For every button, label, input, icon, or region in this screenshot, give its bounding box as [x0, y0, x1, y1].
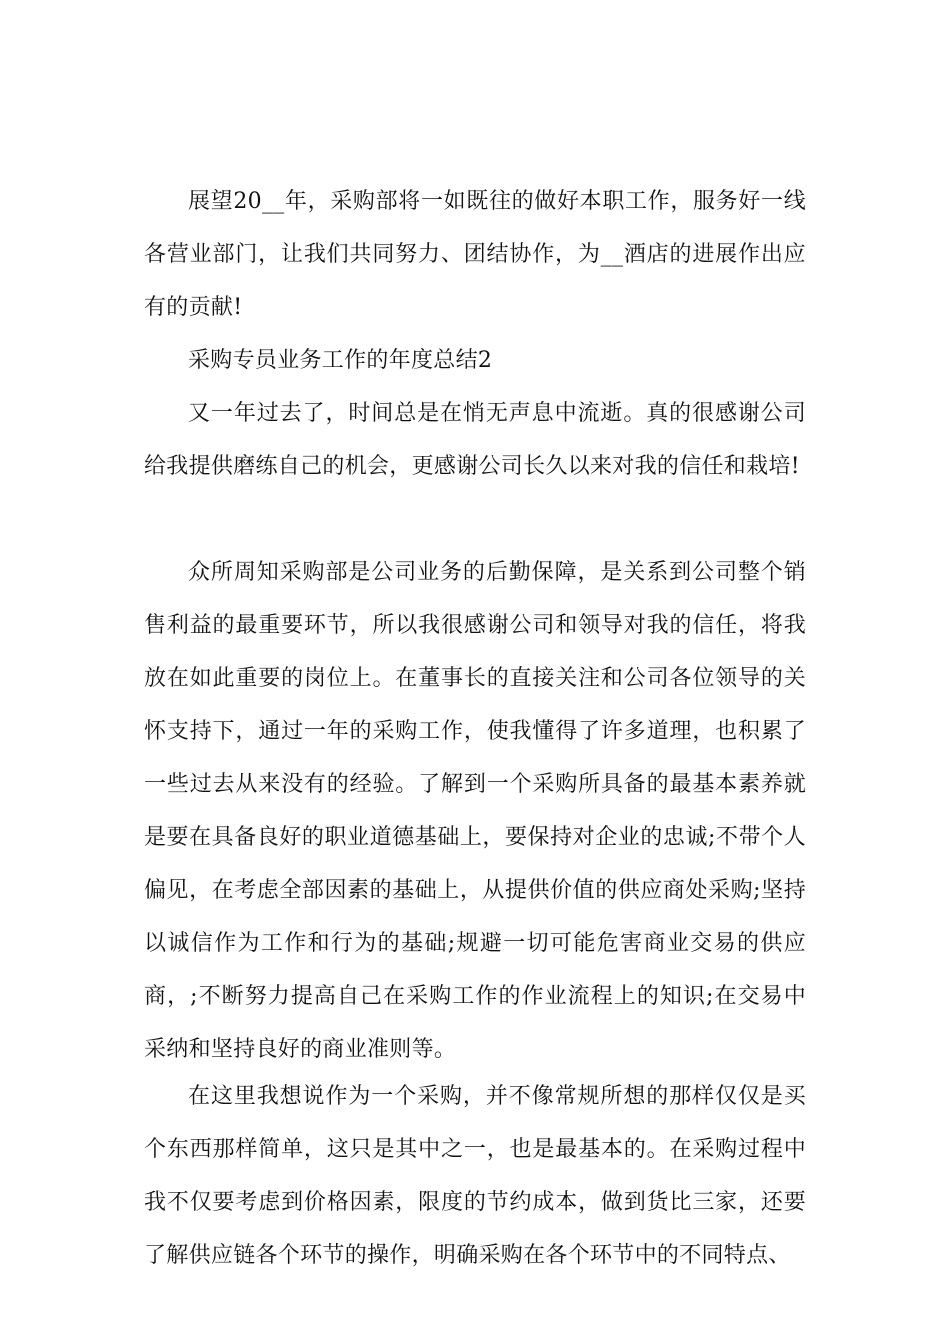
paragraph-intro-text: 又一年过去了，时间总是在悄无声息中流逝。真的很感谢公司给我提供磨练自己的机会，更感谢公司长久以来对我的信任和栽培! — [144, 401, 806, 479]
paragraph-outlook — [144, 175, 806, 334]
paragraph-process — [144, 1070, 806, 1282]
paragraph-intro — [144, 387, 806, 493]
section-heading-text: 采购专员业务工作的年度总结2 — [188, 348, 493, 373]
paragraph-duties-text: 众所周知采购部是公司业务的后勤保障，是关系到公司整个销售利益的最重要环节，所以我很感谢公司和领导对我的信任，将我放在如此重要的岗位上。在董事长的直接关注和公司各位领导的关怀支持下，通过一年的采购工作，使我懂得了许多道理，也积累了一些过去从来没有的经验。了解到一个采购所具备的最基本素养就是要在具备良好的职业道德基础上，要保持对企业的忠诚;不带个人偏见，在考虑全部因素的基础上，从提供价值的供应商处采购;坚持以诚信作为工作和行为的基础;规避一切可能危害商业交易的供应商，;不断努力提高自己在采购工作的作业流程上的知识;在交易中采纳和坚持良好的商业准则等。 — [144, 560, 806, 1062]
section-heading — [144, 334, 806, 387]
paragraph-outlook-text: 展望20__年，采购部将一如既往的做好本职工作，服务好一线各营业部门，让我们共同努力、团结协作，为__酒店的进展作出应有的贡献! — [144, 189, 806, 320]
paragraph-duties — [144, 546, 806, 1076]
paragraph-process-text: 在这里我想说作为一个采购，并不像常规所想的那样仅仅是买个东西那样简单，这只是其中之一，也是最基本的。在采购过程中我不仅要考虑到价格因素，限度的节约成本，做到货比三家，还要了解供应链各个环节的操作，明确采购在各个环节中的不同特点、 — [144, 1084, 806, 1268]
